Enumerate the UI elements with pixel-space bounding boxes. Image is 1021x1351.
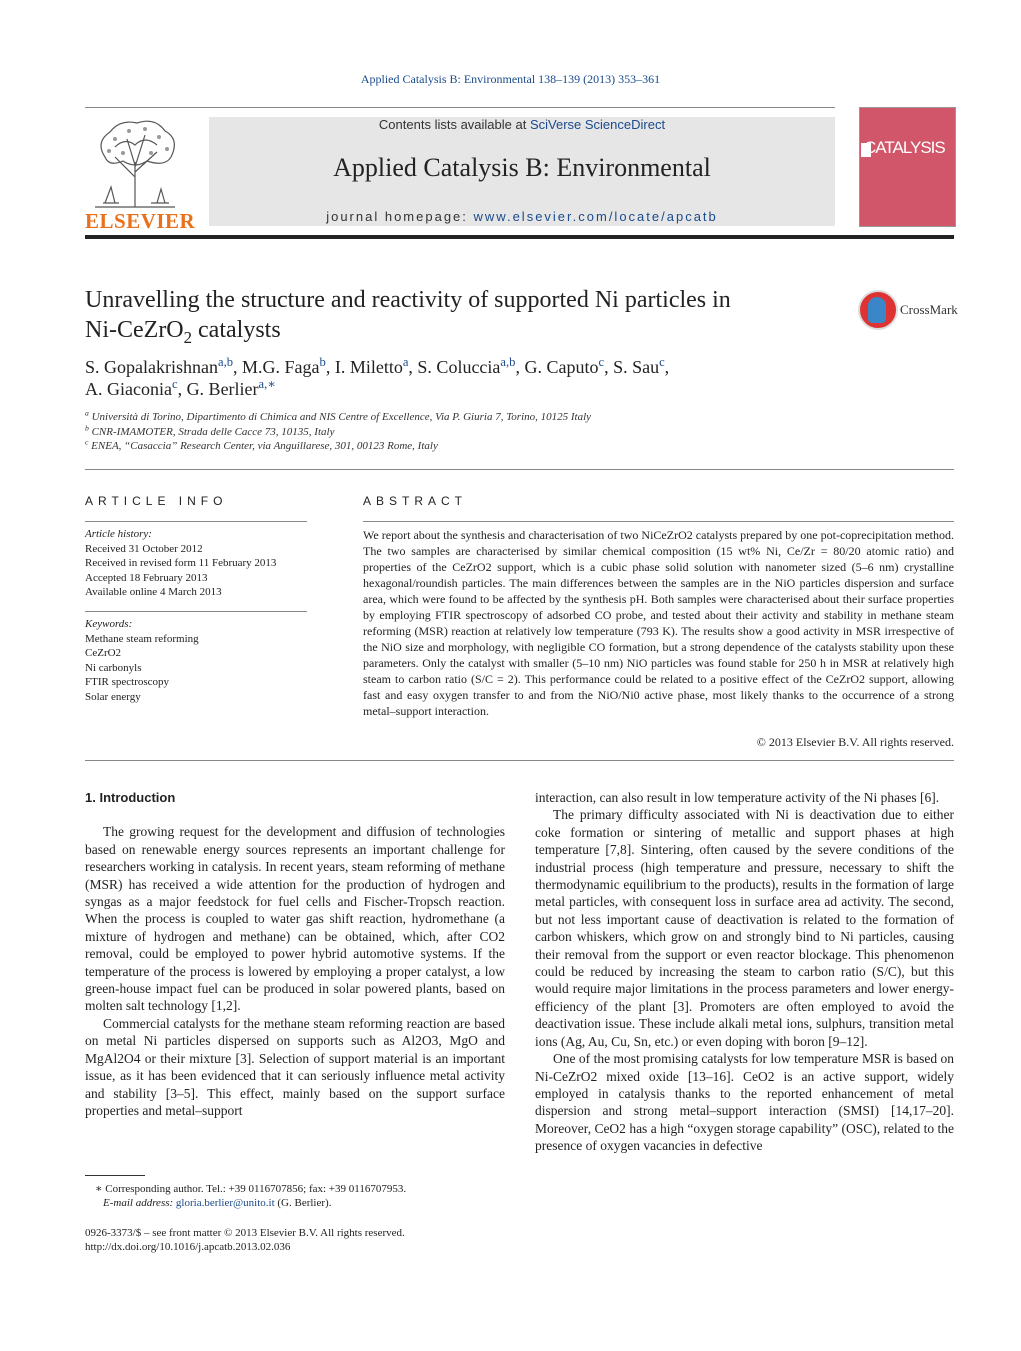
journal-homepage	[209, 209, 835, 224]
affiliation-text: CNR-IMAMOTER, Strada delle Cacce 73, 10135, Italy	[91, 426, 335, 438]
affiliation-text: ENEA, “Casaccia” Research Center, via Anguillarese, 301, 00123 Rome, Italy	[91, 440, 438, 452]
history-item: Received 31 October 2012	[85, 542, 203, 555]
history-item: Accepted 18 February 2013	[85, 571, 208, 584]
journal-title: Applied Catalysis B: Environmental	[333, 153, 711, 182]
affiliation-divider	[85, 469, 954, 470]
body-paragraph: One of the most promising catalysts for low temperature MSR is based on Ni-CeZrO2 mixed oxide [13–16]. CeO2 is an active support, widely employed in catalysis thanks to the reported enhancement of metal dispersion and strong metal–support interaction (SMSI) [14,17–20]. Moreover, CeO2 has a high “oxygen storage capability” (OSC), related to the presence of oxygen vacancies in defective	[535, 1051, 954, 1154]
contents-prefix: Contents lists available at	[378, 117, 530, 132]
author[interactable]: A. Giaconia	[85, 379, 172, 399]
body-paragraph: Commercial catalysts for the methane steam reforming reaction are based on metal Ni particles dispersed on supports such as Al2O3, MgO and MgAl2O4 or their mixture [3]. Selection of support material is an important issue, as it has been evidenced that it can seriously influence metal activity and stability [3–5]. This effect, mainly based on the support surface properties and metal–support	[85, 1015, 505, 1118]
crossmark-icon	[858, 290, 898, 330]
author-separator: ,	[408, 357, 418, 377]
body-right-column	[535, 789, 954, 1155]
title-subscript: 2	[183, 327, 193, 347]
keyword: CeZrO2	[85, 647, 122, 659]
author-affil-mark[interactable]: a,b	[500, 355, 516, 369]
homepage-prefix: journal homepage:	[326, 209, 474, 224]
author[interactable]: S. Coluccia	[417, 357, 501, 377]
crossmark-label: CrossMark	[900, 302, 958, 317]
history-item: Available online 4 March 2013	[85, 586, 222, 598]
article-info-heading: ARTICLE INFO	[85, 494, 228, 508]
contents-line	[209, 117, 835, 132]
abstract-text: We report about the synthesis and characterisation of two NiCeZrO2 catalysts prepared by one pot-coprecipitation method. The two samples are characterised by similar chemical composition (15 wt% Ni, Ce/Zr = 80/20 atomic ratio) and properties of the CeZrO2 support, which is a cubic phase solid solution with nanometer sized (5–6 nm) crystalline hexagonal/roundish particles. The main differences between the samples are in the NiO particles dispersion and surface area, which were found to be affected by the synthesis pH. Both samples were characterised about their surface properties by employing FTIR spectroscopy of adsorbed CO probe, and tested about their activity and stability in methane steam reforming (MSR) reaction at relatively low temperature (793 K). The results show a good activity in MSR irrespective of the NiO size and morphology, with negligible CO formation, but a strong dependence of the catalysts stability upon these parameters. Only the catalyst with smaller (5–10 nm) NiO particles was found stable for 250 h in MSR at relatively high steam to carbon ratio (S/C = 2). This performance could be related to a positive effect of the CeZrO2 support, allowing fast and easy oxygen transfer to and from the NiO/Ni0 active phase, most likely thanks to the occurrence of a strong metal–support interaction.	[363, 528, 954, 718]
author[interactable]: I. Miletto	[334, 357, 403, 377]
sciencedirect-link[interactable]: SciVerse ScienceDirect	[529, 117, 666, 132]
author-separator: ,	[604, 357, 614, 377]
abstract-copyright: © 2013 Elsevier B.V. All rights reserved.	[756, 735, 954, 749]
header-thick-rule	[85, 235, 954, 239]
author-affil-mark[interactable]: a,b	[217, 355, 234, 369]
body-left-column	[85, 789, 505, 1119]
title-line-1: Unravelling the structure and reactivity of supported Ni particles in	[85, 287, 731, 313]
email-suffix: (G. Berlier).	[274, 1197, 332, 1209]
homepage-link[interactable]: www.elsevier.com/locate/apcatb	[473, 209, 718, 224]
keyword: Methane steam reforming	[85, 632, 199, 645]
author-affil-mark[interactable]: c	[171, 377, 178, 391]
email-label: E-mail address:	[103, 1197, 176, 1209]
keywords-divider	[85, 611, 307, 612]
affiliation-mark: c	[85, 437, 89, 447]
author-affil-mark[interactable]: b	[319, 355, 326, 369]
header-divider	[85, 107, 835, 108]
affiliation	[85, 423, 845, 438]
doi-link[interactable]: http://dx.doi.org/10.1016/j.apcatb.2013.02.036	[85, 1241, 291, 1253]
issn-line: 0926-3373/$ – see front matter © 2013 Elsevier B.V. All rights reserved.	[85, 1227, 405, 1239]
keyword: Solar energy	[85, 690, 141, 703]
body-paragraph: The primary difficulty associated with Ni is deactivation due to either coke formation or sintering of metallic and support phases at high temperature [7,8]. Sintering, often caused by the severe conditions of the industrial process (high temperature and pressure, necessary to shift the thermodynamic equilibrium to the products), results in the formation of large metal particles, with consequent loss in surface area ad activity. The second, but not less important cause of deactivation is related to the formation of carbon whiskers, which grow on and strongly bind to Ni particles, causing their removal from the support or even reactor blockage. This phenomenon could be reduced by increasing the steam to carbon ratio (S/C), but this would require major limitations in the process parameters and lower energy-efficiency of the plant [3]. Promoters are often employed to avoid the deactivation issue. These include alkali metal ions, sulphurs, transition metal ions (Ag, Au, Cu, Sn, etc.) or even doping with boron [9–12].	[535, 807, 954, 1049]
author-separator: ,	[515, 357, 525, 377]
publisher-name: ELSEVIER	[85, 209, 196, 233]
author[interactable]: M.G. Faga	[242, 357, 320, 377]
author-affil-mark[interactable]: a	[402, 355, 409, 369]
body-paragraph: interaction, can also result in low temperature activity of the Ni phases [6].	[535, 790, 940, 805]
author[interactable]: S. Sau	[613, 357, 660, 377]
affiliation-mark: a	[85, 408, 89, 418]
author-affil-mark[interactable]: a,∗	[258, 377, 276, 391]
history-label: Article history:	[85, 528, 152, 540]
email-line	[95, 1196, 515, 1210]
title-line-2-post: catalysts	[192, 317, 281, 343]
keywords	[85, 617, 307, 704]
elsevier-tree-icon	[85, 117, 185, 209]
article-info-divider	[85, 521, 307, 522]
author[interactable]: G. Berlier	[186, 379, 259, 399]
author-separator: ,	[325, 357, 335, 377]
body-paragraph: The growing request for the development and diffusion of technologies based on renewable energy sources represents an important challenge for researchers working in catalysis. In recent years, steam reforming of methane (MSR) has received a wide attention for the production of hydrogen and syngas as a major feedstock for fuel cells and Fischer-Tropsch reaction. When the process is coupled to water gas shift reaction, hydromethane (a mixture of hydrogen and methane) can be obtained, which, after CO2 removal, could be employed to power hybrid automotive systems. If the temperature of the process is lowered by employing a proper catalyst, a low green-house impact fuel can be produced in solar powered plants, based on molten salt technology [1,2].	[85, 824, 505, 1014]
crossmark-badge[interactable]	[858, 290, 958, 330]
author-list	[85, 356, 845, 400]
affiliation-mark: b	[85, 423, 89, 433]
author-separator: ,	[233, 357, 243, 377]
section-heading: 1. Introduction	[85, 790, 176, 805]
abstract-heading: ABSTRACT	[363, 494, 468, 508]
author-separator: ,	[664, 357, 670, 377]
affiliation	[85, 408, 845, 423]
footnote-rule	[85, 1175, 145, 1176]
keywords-label: Keywords:	[85, 618, 133, 630]
title-line-2-pre: Ni-CeZrO	[85, 317, 184, 343]
author[interactable]: G. Caputo	[524, 357, 599, 377]
author-affil-mark[interactable]: c	[659, 355, 665, 369]
article-title	[85, 285, 835, 345]
history-item: Received in revised form 11 February 2013	[85, 557, 277, 569]
article-history	[85, 527, 307, 600]
affiliation-text: Università di Torino, Dipartimento di Chimica and NIS Centre of Excellence, Via P. Giuria 7, Torino, 10125 Italy	[91, 411, 592, 423]
abstract-divider	[363, 521, 954, 522]
cover-title: CATALYSIS	[864, 138, 945, 157]
abstract-bottom-divider	[85, 760, 954, 761]
keyword: FTIR spectroscopy	[85, 676, 170, 688]
author-separator: ,	[177, 379, 187, 399]
author[interactable]: S. Gopalakrishnan	[85, 357, 218, 377]
email-link[interactable]: gloria.berlier@unito.it	[175, 1197, 275, 1209]
keyword: Ni carbonyls	[85, 661, 142, 674]
corresponding-author-note	[85, 1182, 515, 1210]
affiliation	[85, 437, 845, 452]
journal-citation[interactable]: Applied Catalysis B: Environmental 138–139 (2013) 353–361	[360, 72, 661, 86]
author-affil-mark[interactable]: c	[598, 355, 605, 369]
corresponding-author: ∗ Corresponding author. Tel.: +39 0116707856; fax: +39 0116707953.	[95, 1183, 407, 1195]
journal-cover-thumbnail[interactable]	[859, 107, 956, 227]
